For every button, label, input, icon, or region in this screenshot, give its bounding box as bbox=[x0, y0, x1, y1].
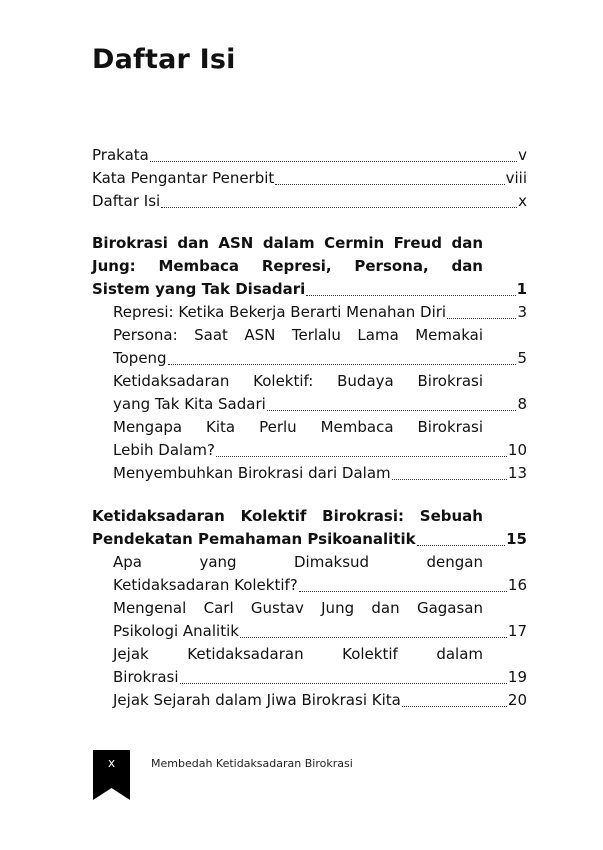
toc-entry-title: Represi: Ketika Bekerja Berarti Menahan Diri bbox=[113, 303, 447, 321]
toc-entry-title: Kata Pengantar Penerbit bbox=[92, 169, 275, 187]
toc-entry-persona-line-1[interactable]: Persona: Saat ASN Terlalu Lama Memakai bbox=[113, 326, 483, 344]
toc-entry-page: 3 bbox=[517, 303, 527, 321]
toc-entry-title: Daftar Isi bbox=[92, 192, 161, 210]
toc-entry-mengenal[interactable] bbox=[113, 620, 527, 643]
toc-entry-page: 10 bbox=[507, 441, 527, 459]
dot-leader bbox=[161, 207, 517, 208]
toc-entry-daftar-isi[interactable] bbox=[92, 190, 527, 213]
toc-entry-jejak-sejarah[interactable] bbox=[113, 689, 527, 712]
toc-entry-page: 1 bbox=[516, 280, 527, 298]
toc-entry-page: 19 bbox=[507, 668, 527, 686]
toc-entry-title: Menyembuhkan Birokrasi dari Dalam bbox=[113, 464, 391, 482]
toc-entry-page: 20 bbox=[507, 691, 527, 709]
toc-entry-title: Sistem yang Tak Disadari bbox=[92, 280, 306, 298]
toc-entry-chapter-1[interactable] bbox=[92, 278, 527, 301]
toc-entry-apa-line-1[interactable]: Apa yang Dimaksud dengan bbox=[113, 553, 483, 571]
toc-entry-represi[interactable] bbox=[113, 301, 527, 324]
toc-entry-page: v bbox=[518, 146, 527, 164]
toc-entry-page: 16 bbox=[507, 576, 527, 594]
toc-entry-kata-pengantar[interactable] bbox=[92, 167, 527, 190]
chapter-2-title-line-1[interactable]: Ketidaksadaran Kolektif Birokrasi: Sebuah bbox=[92, 507, 483, 525]
toc-entry-title: Psikologi Analitik bbox=[113, 622, 239, 640]
toc-entry-jejak[interactable] bbox=[113, 666, 527, 689]
dot-leader bbox=[392, 479, 507, 480]
dot-leader bbox=[306, 295, 515, 296]
toc-entry-jejak-line-1[interactable]: Jejak Ketidaksadaran Kolektif dalam bbox=[113, 645, 483, 663]
dot-leader bbox=[267, 410, 517, 411]
toc-entry-prakata[interactable] bbox=[92, 144, 527, 167]
toc-entry-title: Lebih Dalam? bbox=[113, 441, 215, 459]
toc-entry-title: Topeng bbox=[113, 349, 167, 367]
toc-entry-chapter-2[interactable] bbox=[92, 528, 527, 551]
dot-leader bbox=[447, 318, 516, 319]
dot-leader bbox=[402, 706, 507, 707]
toc-entry-mengapa-line-1[interactable]: Mengapa Kita Perlu Membaca Birokrasi bbox=[113, 418, 483, 436]
dot-leader bbox=[150, 161, 517, 162]
toc-entry-title: Prakata bbox=[92, 146, 149, 164]
chapter-1-title-line-1[interactable]: Birokrasi dan ASN dalam Cermin Freud dan bbox=[92, 234, 483, 252]
toc-entry-ketidaksadaran-line-1[interactable]: Ketidaksadaran Kolektif: Budaya Birokrasi bbox=[113, 372, 483, 390]
toc-entry-mengapa[interactable] bbox=[113, 439, 527, 462]
toc-entry-page: 17 bbox=[507, 622, 527, 640]
toc-entry-menyembuhkan[interactable] bbox=[113, 462, 527, 485]
toc-entry-page: 15 bbox=[506, 530, 527, 548]
dot-leader bbox=[417, 545, 506, 546]
toc-entry-ketidaksadaran[interactable] bbox=[113, 393, 527, 416]
dot-leader bbox=[299, 591, 507, 592]
toc-entry-apa[interactable] bbox=[113, 574, 527, 597]
toc-entry-page: 8 bbox=[517, 395, 527, 413]
toc-entry-page: x bbox=[518, 192, 527, 210]
toc-entry-page: 5 bbox=[517, 349, 527, 367]
dot-leader bbox=[180, 683, 507, 684]
toc-entry-page: 13 bbox=[507, 464, 527, 482]
dot-leader bbox=[216, 456, 507, 457]
page-number: x bbox=[107, 756, 116, 770]
toc-entry-persona[interactable] bbox=[113, 347, 527, 370]
toc-entry-title: Ketidaksadaran Kolektif? bbox=[113, 576, 298, 594]
dot-leader bbox=[168, 364, 517, 365]
running-footer-title: Membedah Ketidaksadaran Birokrasi bbox=[151, 757, 353, 770]
toc-entry-mengenal-line-1[interactable]: Mengenal Carl Gustav Jung dan Gagasan bbox=[113, 599, 483, 617]
toc-entry-title: Pendekatan Pemahaman Psikoanalitik bbox=[92, 530, 416, 548]
chapter-1-title-line-2[interactable]: Jung: Membaca Represi, Persona, dan bbox=[92, 257, 483, 275]
page-title: Daftar Isi bbox=[92, 44, 236, 75]
toc-entry-page: viii bbox=[505, 169, 527, 187]
dot-leader bbox=[240, 637, 507, 638]
toc-entry-title: Birokrasi bbox=[113, 668, 179, 686]
dot-leader bbox=[275, 184, 504, 185]
toc-entry-title: yang Tak Kita Sadari bbox=[113, 395, 266, 413]
toc-entry-title: Jejak Sejarah dalam Jiwa Birokrasi Kita bbox=[113, 691, 401, 709]
